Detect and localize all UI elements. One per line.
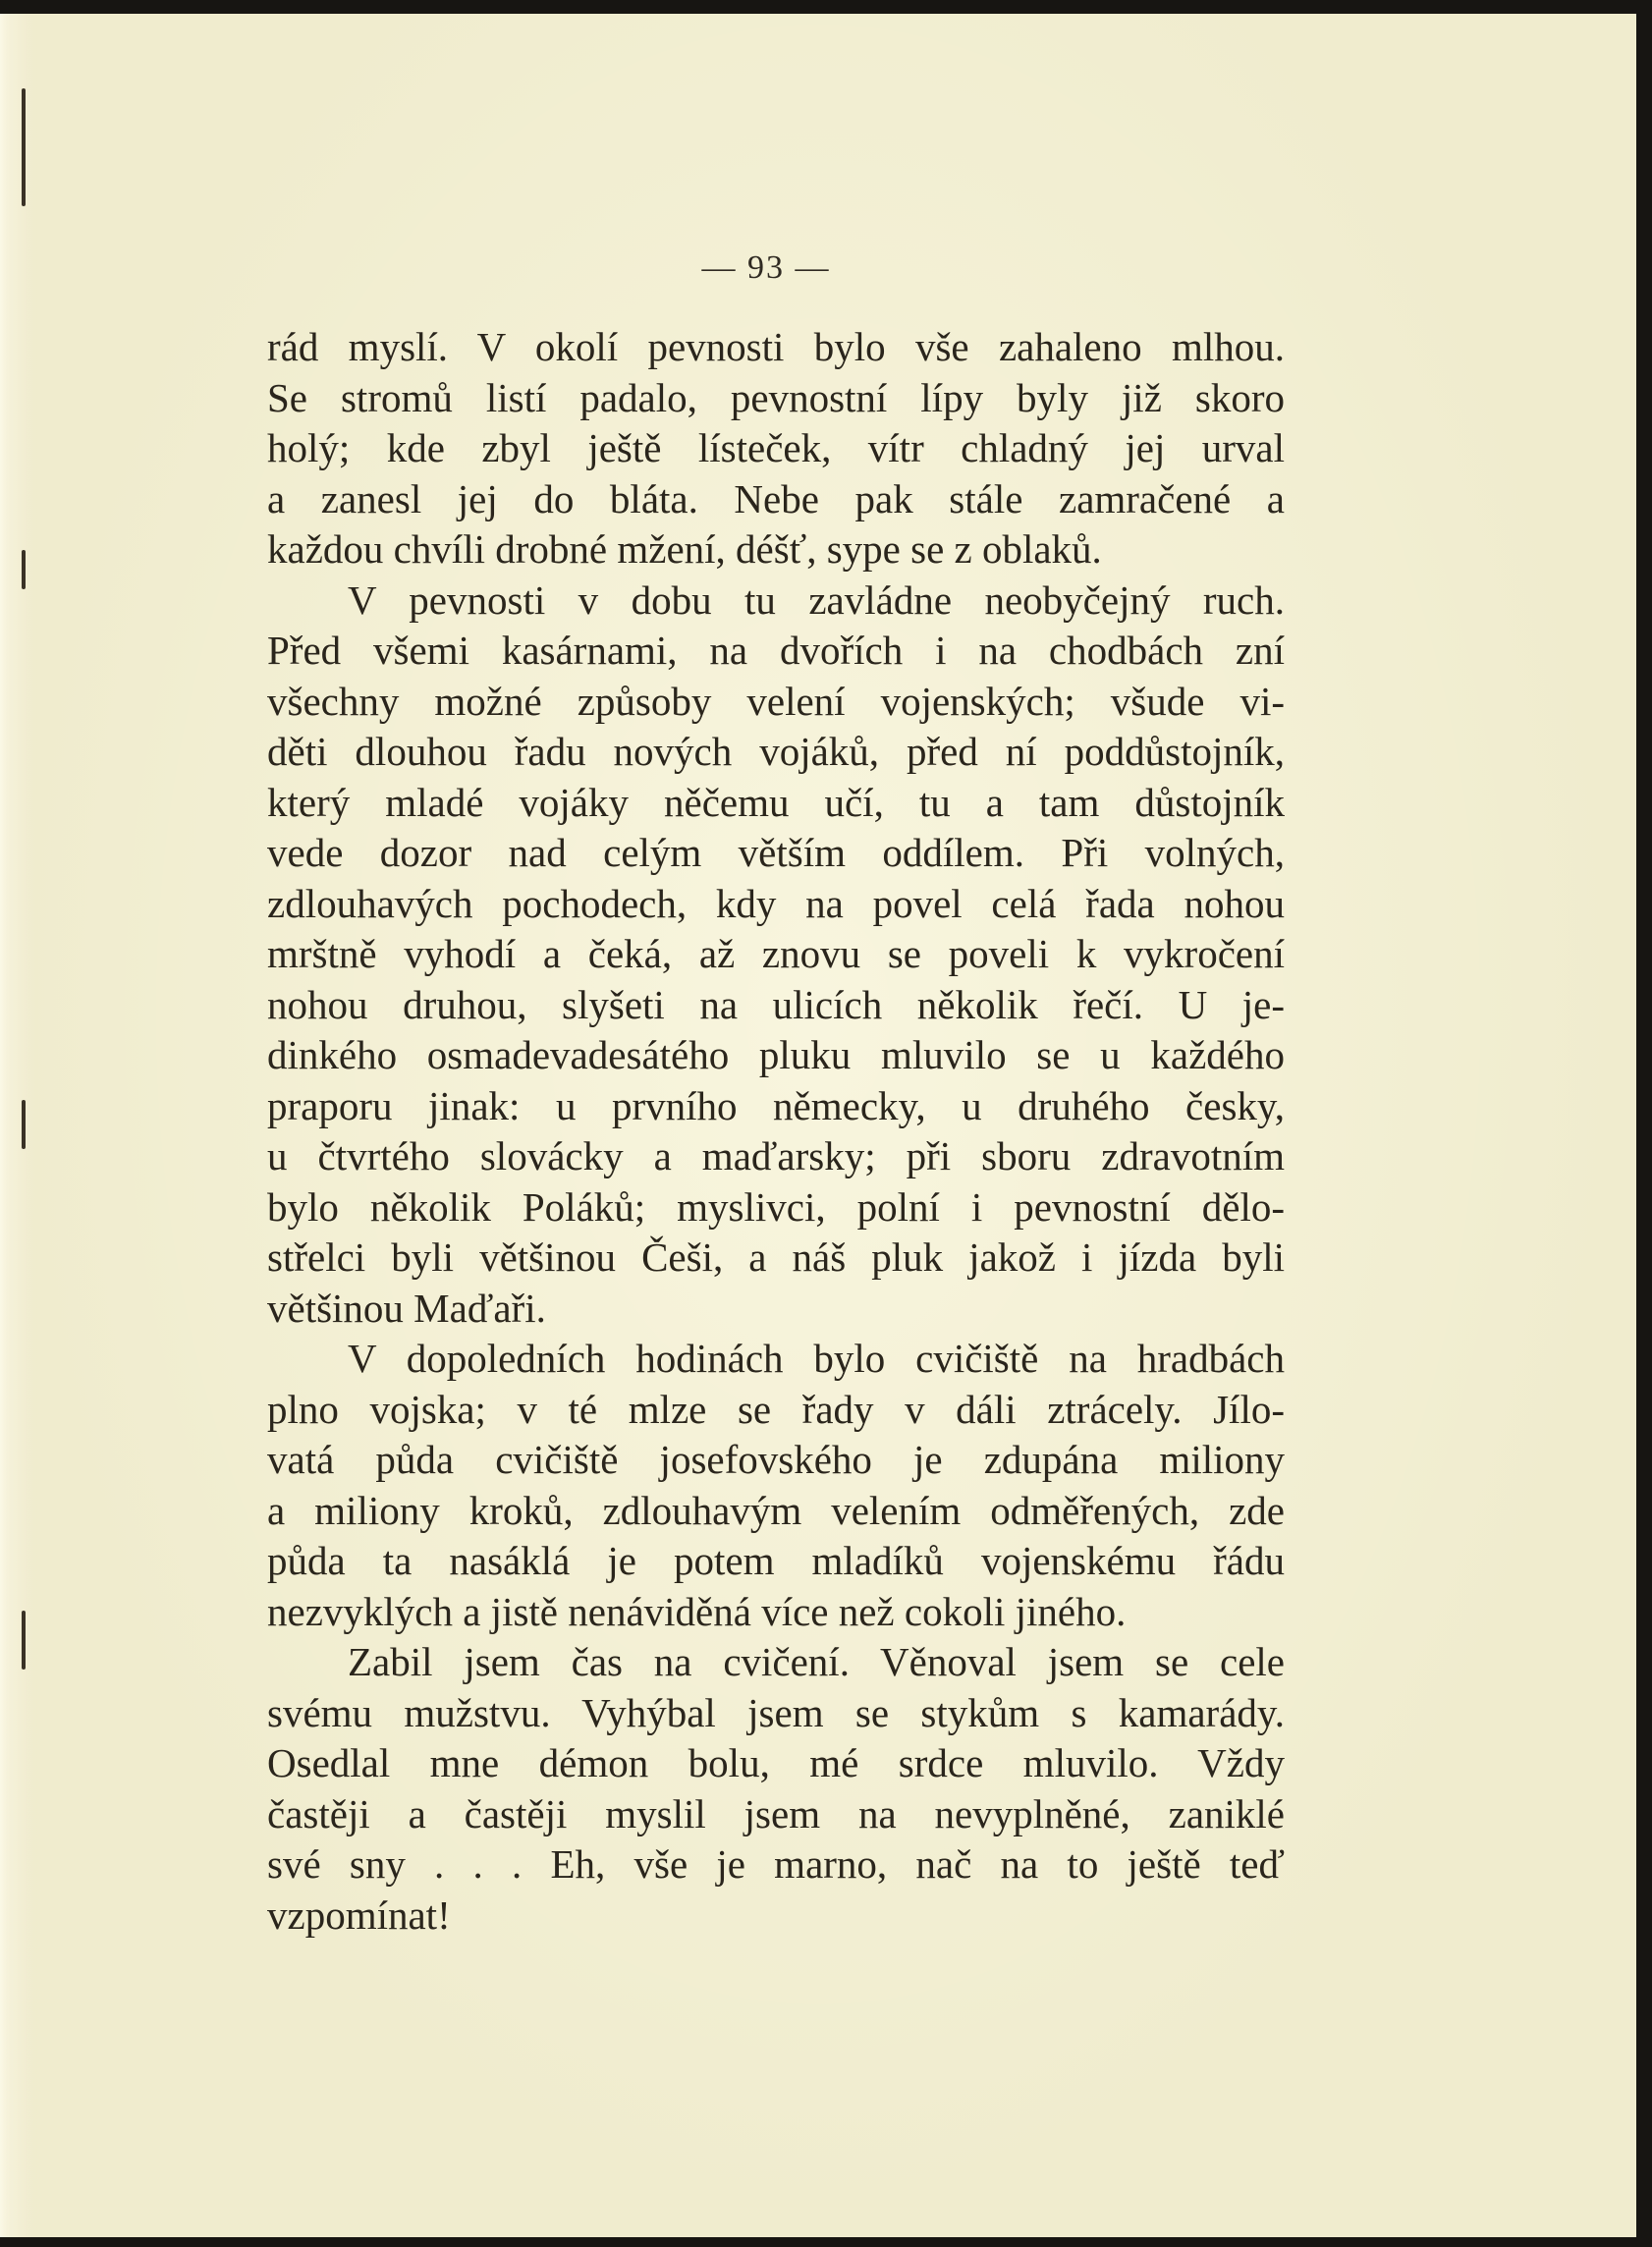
page-binding-edge (0, 14, 37, 2237)
text-line: každou chvíli drobné mžení, déšť, sype se z oblaků. (267, 526, 1102, 572)
text-line: většinou Maďaři. (267, 1285, 546, 1331)
text-line: plno vojska; v té mlze se řady v dáli ztrácely. Jílo- (267, 1386, 1285, 1432)
text-line: střelci byli většinou Češi, a náš pluk jakož i jízda byli (267, 1234, 1285, 1280)
text-line: Před všemi kasárnami, na dvořích i na chodbách zní (267, 628, 1285, 673)
text-line: zdlouhavých pochodech, kdy na povel celá řada nohou (267, 880, 1285, 926)
binding-mark (22, 1611, 26, 1670)
text-line: a zanesl jej do bláta. Nebe pak stále zamračené a (267, 475, 1285, 521)
text-line: nezvyklých a jistě nenáviděná více než cokoli jiného. (267, 1588, 1127, 1634)
paragraph-start-line: V pevnosti v dobu tu zavládne neobyčejný ruch. (348, 576, 1285, 623)
text-line: bylo několik Poláků; myslivci, polní i pevnostní dělo- (267, 1183, 1285, 1230)
binding-mark (22, 88, 26, 206)
page-number: — 93 — (701, 249, 831, 286)
text-line: který mladé vojáky něčemu učí, tu a tam důstojník (267, 779, 1285, 825)
text-line: Osedlal mne démon bolu, mé srdce mluvilo. Vždy (267, 1740, 1285, 1785)
text-line: děti dlouhou řadu nových vojáků, před ní poddůstojník, (267, 729, 1285, 774)
text-line: půda ta nasáklá je potem mladíků vojenskému řádu (267, 1538, 1285, 1583)
text-line: vatá půda cvičiště josefovského je zdupána miliony (267, 1437, 1285, 1482)
text-line: vede dozor nad celým větším oddílem. Při volných, (267, 830, 1285, 875)
text-line: všechny možné způsoby velení vojenských; všude vi- (267, 678, 1285, 724)
text-line: vzpomínat! (267, 1891, 451, 1938)
text-line: svému mužstvu. Vyhýbal jsem se stykům s kamarády. (267, 1689, 1285, 1735)
binding-mark (22, 1100, 26, 1149)
paragraph-start-line: Zabil jsem čas na cvičení. Věnoval jsem se cele (348, 1639, 1285, 1684)
text-line: nohou druhou, slyšeti na ulicích několik řečí. U je- (267, 981, 1285, 1027)
text-line: své sny . . . Eh, vše je marno, nač na to ještě teď (267, 1841, 1285, 1887)
text-line: rád myslí. V okolí pevnosti bylo vše zahaleno mlhou. (267, 324, 1285, 369)
text-line: mrštně vyhodí a čeká, až znovu se poveli k vykročení (267, 931, 1285, 976)
text-line: častěji a častěji myslil jsem na nevyplněné, zaniklé (267, 1790, 1285, 1836)
body-text (267, 322, 1285, 1941)
text-line: holý; kde zbyl ještě lísteček, vítr chladný jej urval (267, 425, 1285, 470)
text-line: a miliony kroků, zdlouhavým velením odměřených, zde (267, 1487, 1285, 1533)
text-line: u čtvrtého slovácky a maďarsky; při sboru zdravotním (267, 1133, 1285, 1178)
text-line: praporu jinak: u prvního německy, u druhého česky, (267, 1082, 1285, 1128)
binding-mark (22, 550, 26, 589)
text-line: Se stromů listí padalo, pevnostní lípy byly již skoro (267, 374, 1285, 420)
paragraph-start-line: V dopoledních hodinách bylo cvičiště na hradbách (348, 1336, 1285, 1381)
text-line: dinkého osmadevadesátého pluku mluvilo se u každého (267, 1032, 1285, 1077)
